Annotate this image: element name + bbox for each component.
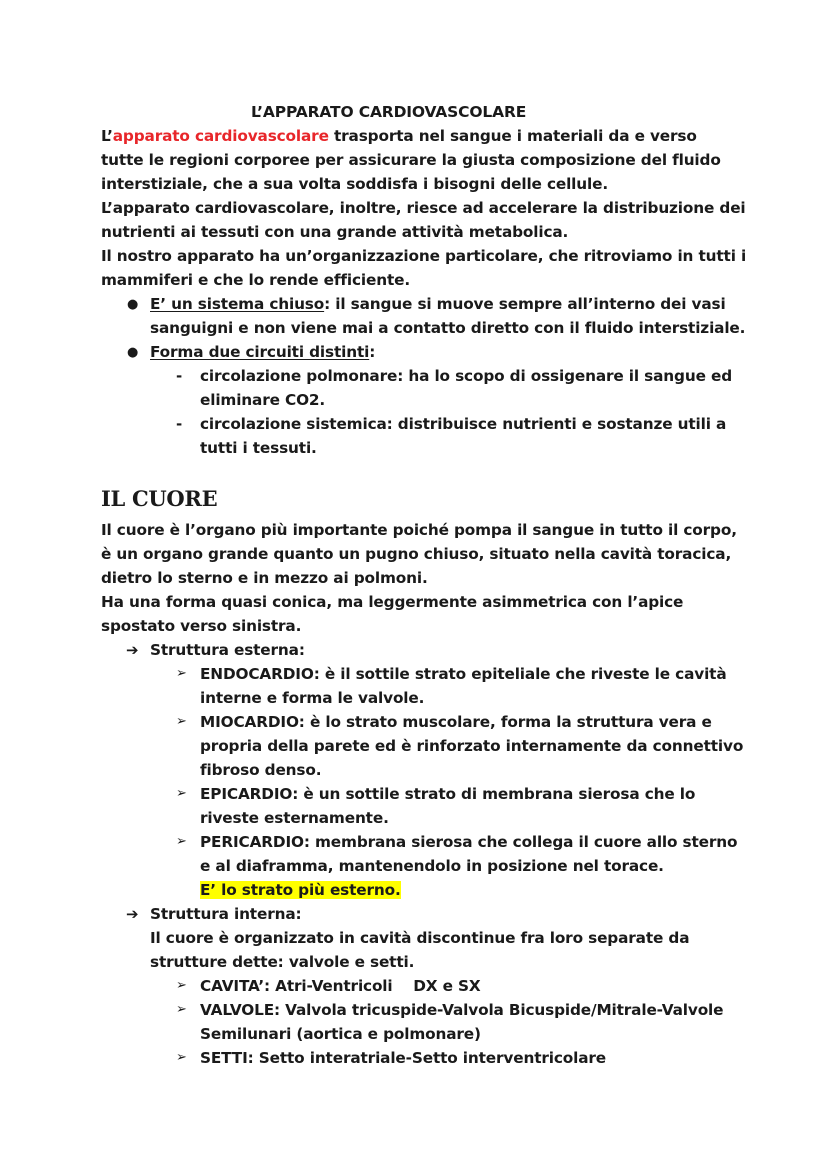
list-item-pericardio: PERICARDIO: membrana sierosa che collega il cuore allo sterno bbox=[200, 833, 738, 851]
paragraph-line: nutrienti ai tessuti con una grande attività metabolica. bbox=[101, 223, 569, 241]
list-item-valvole: VALVOLE: Valvola tricuspide-Valvola Bicuspide/Mitrale-Valvole bbox=[200, 1001, 724, 1019]
list-item-continuation: fibroso denso. bbox=[200, 761, 322, 779]
chevron-right-icon: ➢ bbox=[176, 714, 187, 729]
sub-item-pulmonary: circolazione polmonare: ha lo scopo di ossigenare il sangue ed bbox=[200, 367, 733, 385]
bullet-continuation: sanguigni e non viene mai a contatto diretto con il fluido interstiziale. bbox=[150, 319, 746, 337]
intro-rest: trasporta nel sangue i materiali da e verso bbox=[328, 127, 697, 145]
bullet-rest: : il sangue si muove sempre all’interno dei vasi bbox=[324, 295, 726, 313]
paragraph-line: interstiziale, che a sua volta soddisfa i bisogni delle cellule. bbox=[101, 175, 608, 193]
intro-line bbox=[101, 124, 697, 148]
intro-prefix: L’ bbox=[101, 127, 113, 145]
bullet-term: Forma due circuiti distinti bbox=[150, 343, 370, 361]
bullet-term: E’ un sistema chiuso bbox=[150, 295, 325, 313]
chevron-right-icon: ➢ bbox=[176, 1050, 187, 1065]
list-item-setti: SETTI: Setto interatriale-Setto interventricolare bbox=[200, 1049, 607, 1067]
sub-item-systemic: circolazione sistemica: distribuisce nutrienti e sostanze utili a bbox=[200, 415, 727, 433]
section-heading: IL CUORE bbox=[101, 486, 218, 511]
internal-desc-line: strutture dette: valvole e setti. bbox=[150, 953, 415, 971]
list-item-continuation: e al diaframma, mantenendolo in posizione nel torace. bbox=[200, 857, 664, 875]
chevron-right-icon: ➢ bbox=[176, 786, 187, 801]
sub-item-continuation: eliminare CO2. bbox=[200, 391, 326, 409]
list-item-continuation: Semilunari (aortica e polmonare) bbox=[200, 1025, 481, 1043]
list-item-continuation: riveste esternamente. bbox=[200, 809, 389, 827]
sub-item-continuation: tutti i tessuti. bbox=[200, 439, 317, 457]
dash-marker: - bbox=[176, 415, 183, 433]
list-item-endocardio: ENDOCARDIO: è il sottile strato epiteliale che riveste le cavità bbox=[200, 665, 727, 683]
chevron-right-icon: ➢ bbox=[176, 1002, 187, 1017]
bullet-rest: : bbox=[369, 343, 376, 361]
paragraph-line: Il nostro apparato ha un’organizzazione particolare, che ritroviamo in tutti i bbox=[101, 247, 747, 265]
highlighted-note bbox=[200, 878, 401, 902]
bullet-dot: ● bbox=[127, 297, 139, 312]
paragraph-line: dietro lo sterno e in mezzo ai polmoni. bbox=[101, 569, 428, 587]
intro-term: apparato cardiovascolare bbox=[112, 127, 329, 145]
bullet-dot: ● bbox=[127, 345, 139, 360]
paragraph-line: tutte le regioni corporee per assicurare la giusta composizione del fluido bbox=[101, 151, 721, 169]
paragraph-line: Ha una forma quasi conica, ma leggermente asimmetrica con l’apice bbox=[101, 593, 684, 611]
dash-marker: - bbox=[176, 367, 183, 385]
paragraph-line: Il cuore è l’organo più importante poiché pompa il sangue in tutto il corpo, bbox=[101, 521, 737, 539]
bullet-item-closed-system bbox=[150, 292, 726, 316]
external-structure-label: Struttura esterna: bbox=[150, 641, 305, 659]
internal-structure-label: Struttura interna: bbox=[150, 905, 302, 923]
paragraph-line: L’apparato cardiovascolare, inoltre, riesce ad accelerare la distribuzione dei bbox=[101, 199, 746, 217]
bullet-item-two-circuits bbox=[150, 340, 375, 364]
internal-desc-line: Il cuore è organizzato in cavità discontinue fra loro separate da bbox=[150, 929, 690, 947]
chevron-right-icon: ➢ bbox=[176, 978, 187, 993]
page-title: L’APPARATO CARDIOVASCOLARE bbox=[251, 103, 527, 121]
list-item-continuation: propria della parete ed è rinforzato internamente da connettivo bbox=[200, 737, 744, 755]
paragraph-line: spostato verso sinistra. bbox=[101, 617, 302, 635]
list-item-epicardio: EPICARDIO: è un sottile strato di membrana sierosa che lo bbox=[200, 785, 696, 803]
highlight-text: E’ lo strato più esterno. bbox=[200, 881, 401, 899]
arrow-right-icon: ➔ bbox=[126, 905, 139, 923]
chevron-right-icon: ➢ bbox=[176, 834, 187, 849]
paragraph-line: è un organo grande quanto un pugno chiuso, situato nella cavità toracica, bbox=[101, 545, 732, 563]
list-item-cavita: CAVITA’: Atri-Ventricoli DX e SX bbox=[200, 977, 481, 995]
paragraph-line: mammiferi e che lo rende efficiente. bbox=[101, 271, 411, 289]
list-item-continuation: interne e forma le valvole. bbox=[200, 689, 425, 707]
chevron-right-icon: ➢ bbox=[176, 666, 187, 681]
list-item-miocardio: MIOCARDIO: è lo strato muscolare, forma la struttura vera e bbox=[200, 713, 712, 731]
arrow-right-icon: ➔ bbox=[126, 641, 139, 659]
